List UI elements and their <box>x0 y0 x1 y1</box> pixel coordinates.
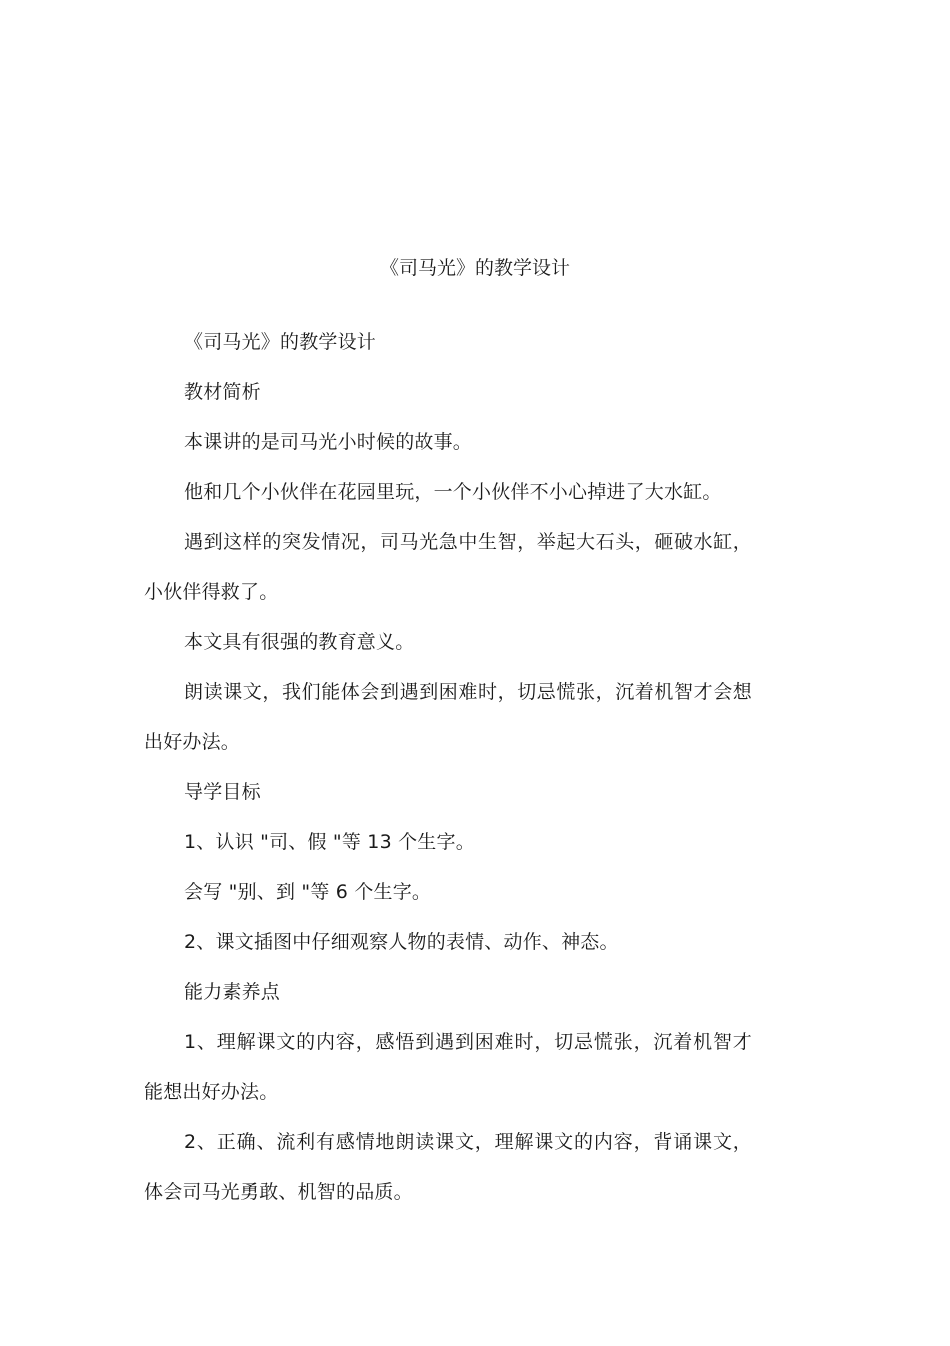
heading-textbook-analysis: 教材简析 <box>184 381 261 403</box>
heading-competency-points: 能力素养点 <box>184 981 281 1003</box>
paragraph: 本课讲的是司马光小时候的故事。 <box>184 431 473 453</box>
paragraph-subtitle: 《司马光》的教学设计 <box>184 331 377 353</box>
paragraph: 他和几个小伙伴在花园里玩，一个小伙伴不小心掉进了大水缸。 <box>184 481 722 503</box>
list-item: 2、正确、流利有感情地朗读课文，理解课文的内容，背诵课文，体会司马光勇敢、机智的品质。 <box>144 1131 752 1203</box>
paragraph: 遇到这样的突发情况，司马光急中生智，举起大石头，砸破水缸，小伙伴得救了。 <box>144 531 752 603</box>
list-item: 1、认识 "司、假 "等 13 个生字。 <box>184 831 475 853</box>
paragraph: 本文具有很强的教育意义。 <box>184 631 415 653</box>
list-item: 2、课文插图中仔细观察人物的表情、动作、神态。 <box>184 931 619 953</box>
paragraph: 朗读课文，我们能体会到遇到困难时，切忌慌张，沉着机智才会想出好办法。 <box>144 681 752 753</box>
list-item: 会写 "别、到 "等 6 个生字。 <box>184 881 432 903</box>
list-item: 1、理解课文的内容，感悟到遇到困难时，切忌慌张，沉着机智才能想出好办法。 <box>144 1031 752 1103</box>
document-title: 《司马光》的教学设计 <box>379 257 570 279</box>
document-body <box>144 317 752 1217</box>
heading-learning-goals: 导学目标 <box>184 781 261 803</box>
